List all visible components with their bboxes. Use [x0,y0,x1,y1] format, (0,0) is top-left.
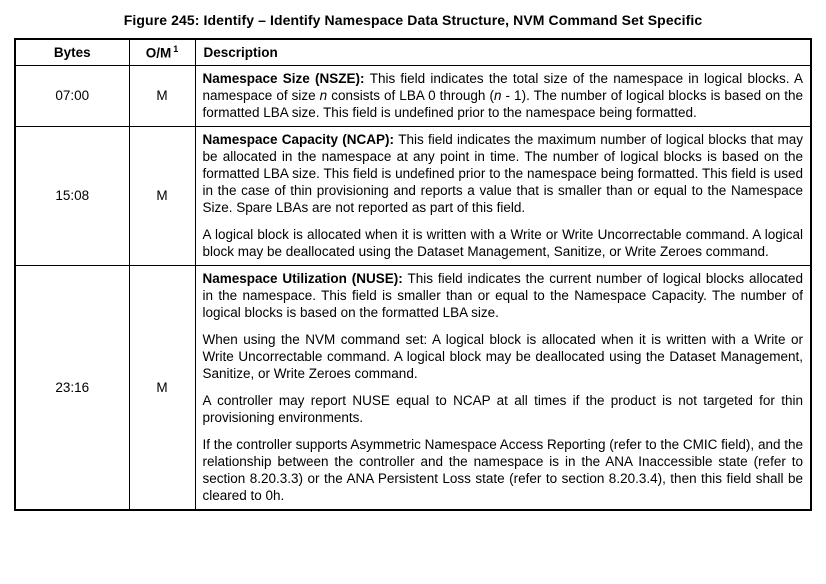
header-om-footnote: 1 [173,44,179,54]
description-paragraph [203,331,804,382]
table-row [15,65,811,126]
header-description-label: Description [203,44,278,60]
table-row [15,265,811,510]
om-cell: M [129,265,195,510]
table-header [15,39,811,65]
header-description [195,39,811,65]
table-row [15,126,811,265]
header-bytes [15,39,129,65]
description-text: This field indicates the total size of the namespace in logical blocks. A namespace of size [202,70,803,103]
description-text: If the controller supports Asymmetric Namespace Access Reporting (refer to the CMIC field), and the relationship between the controller and the namespace is in the ANA Inaccessible state (refer to section 8.20.3.3) or the ANA Persistent Loss state (refer to section 8.20.3.4), then this field shall be cleared to 0h. [202,436,803,503]
header-om-label: O/M [145,45,172,61]
bytes-cell: 23:16 [15,265,129,510]
description-text: A controller may report NUSE equal to NCAP at all times if the product is not targeted for thin provisioning environments. [202,392,803,425]
header-row [15,39,811,65]
description-paragraph [203,436,804,504]
header-om [129,39,195,65]
description-paragraph [203,131,804,216]
description-text: n [493,87,502,103]
description-text: consists of LBA 0 through ( [327,87,494,103]
description-text: - 1). The number of logical blocks is based on the formatted LBA size. This field is undefined prior to the namespace being formatted. [202,87,804,120]
description-text: This field indicates the maximum number of logical blocks that may be allocated in the namespace at any point in time. The number of logical blocks is based on the formatted LBA size. This field is undefined prior to the namespace being formatted. This field is used in the case of thin provisioning and reports a value that is smaller than or equal to the Namespace Size. Spare LBAs are not reported as part of this field. [202,131,803,215]
description-paragraph [203,392,804,426]
figure-title: Figure 245: Identify – Identify Namespace Data Structure, NVM Command Set Specific [123,12,703,28]
description-text: A logical block is allocated when it is written with a Write or Write Uncorrectable command. A logical block may be deallocated using the Dataset Management, Sanitize, or Write Zeroes command. [202,226,803,259]
om-cell: M [129,65,195,126]
description-text: This field indicates the current number of logical blocks allocated in the namespace. This field is smaller than or equal to the Namespace Capacity. The number of logical blocks is based on the formatted LBA size. [202,270,803,320]
description-paragraph [203,226,804,260]
field-name-label: Namespace Capacity (NCAP): [202,131,399,147]
description-paragraph [203,270,804,321]
description-cell [195,126,811,265]
description-text: n [319,87,328,103]
description-cell [195,265,811,510]
table-body [15,65,811,510]
bytes-cell: 07:00 [15,65,129,126]
bytes-cell: 15:08 [15,126,129,265]
description-paragraph [203,70,804,121]
description-cell [195,65,811,126]
description-text: When using the NVM command set: A logical block is allocated when it is written with a Write or Write Uncorrectable command. A logical block may be deallocated using the Dataset Management, Sanitize, or Write Zeroes command. [202,331,803,381]
om-cell: M [129,126,195,265]
field-name-label: Namespace Size (NSZE): [202,70,370,86]
identify-namespace-table [14,38,812,511]
field-name-label: Namespace Utilization (NUSE): [202,270,408,286]
header-bytes-label: Bytes [53,44,91,60]
